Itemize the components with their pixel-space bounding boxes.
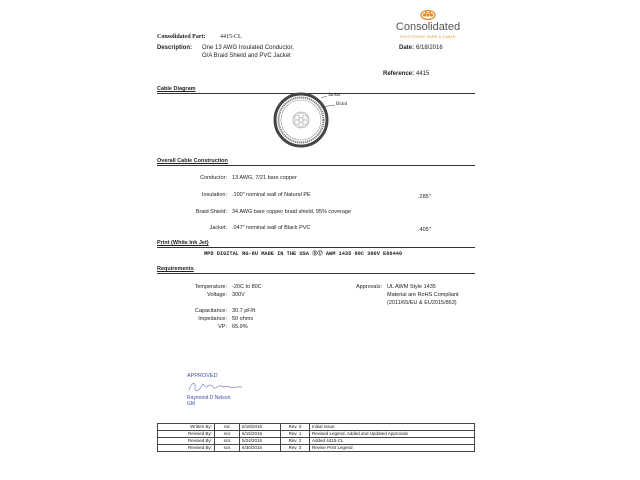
- company-logo: [389, 7, 467, 43]
- cable-diagram-title: Cable Diagram: [157, 86, 196, 92]
- conductor-value: 13 AWG, 7/21 bare copper: [232, 175, 297, 181]
- reference-label: Reference:: [383, 71, 415, 77]
- approvals-line-2: Material are RoHS Compliant: [387, 292, 459, 298]
- jacket-spec-value: .047" nominal wall of Black PVC: [232, 225, 311, 231]
- rev-by-label: Revised By:: [158, 431, 215, 438]
- capacitance-label: Capacitance:: [194, 308, 227, 314]
- description-line-1: One 13 AWG Insulated Conductor,: [202, 45, 294, 51]
- temperature-value: -20C to 80C: [232, 284, 262, 290]
- signature-icon: [186, 379, 246, 395]
- jacket-label: Jacket: [328, 93, 341, 98]
- logo-name: Consolidated: [395, 21, 461, 33]
- insulation-label: Insulation:: [201, 192, 227, 198]
- jacket-dimension: .405": [418, 227, 431, 233]
- divider: [157, 273, 475, 274]
- rev-number: Rev. 2: [281, 438, 310, 445]
- rev-note: Added 4415-CL: [310, 438, 475, 445]
- logo-tagline: ELECTRONIC WIRE & CABLE: [400, 35, 456, 39]
- approvals-label: Approvals:: [356, 284, 382, 290]
- vp-value: 65.9%: [232, 324, 248, 330]
- construction-title: Overall Cable Construction: [157, 158, 228, 164]
- rev-by-label: Written By:: [158, 424, 215, 431]
- braid-shield-value: 34 AWG bare copper braid shield, 95% coverage: [232, 209, 352, 215]
- rev-note: Revise Print Legend: [310, 445, 475, 452]
- impedance-value: 50 ohms: [232, 316, 254, 322]
- braid-label: Braid: [336, 102, 348, 107]
- rev-number: Rev. 1: [281, 431, 310, 438]
- rev-initials: scs: [215, 445, 240, 452]
- voltage-label: Voltage:: [207, 292, 227, 298]
- approved-stamp: APPROVED: [187, 373, 218, 379]
- rev-date: 6/30/2016: [240, 445, 281, 452]
- approver-title: GM: [187, 401, 196, 407]
- cable-cross-section-icon: [265, 90, 360, 150]
- table-row: [158, 424, 475, 431]
- date-value: 6/18/2016: [416, 45, 443, 51]
- rev-date: 6/18/2016: [240, 424, 281, 431]
- jacket-spec-label: Jacket:: [209, 225, 227, 231]
- insulation-dimension: .285": [418, 194, 431, 200]
- date-label: Date:: [399, 45, 415, 51]
- rev-by-label: Revised By:: [158, 445, 215, 452]
- rev-initials: scs: [215, 438, 240, 445]
- approvals-line-3: (2011/65/EU & EU2015/863): [387, 300, 457, 306]
- table-row: [158, 438, 475, 445]
- temperature-label: Temperature:: [194, 284, 227, 290]
- rev-note: Revised Legend, Added and Updated Approvals: [310, 431, 475, 438]
- divider: [157, 247, 475, 248]
- approvals-line-1: UL AWM Style 1435: [387, 284, 436, 290]
- rev-initials: rac: [215, 424, 240, 431]
- conductor-label: Conductor:: [200, 175, 227, 181]
- vp-label: VP:: [218, 324, 227, 330]
- insulation-value: .100" nominal wall of Natural PE: [232, 192, 311, 198]
- rev-number: Rev. 0: [281, 424, 310, 431]
- rev-note: Initial Issue: [310, 424, 475, 431]
- braid-shield-label: Braid Shield:: [195, 209, 227, 215]
- requirements-title: Requirements: [157, 266, 194, 272]
- print-title: Print (White Ink Jet): [157, 240, 209, 246]
- part-label: Consolidated Part:: [157, 34, 206, 40]
- impedance-label: Impedance:: [198, 316, 227, 322]
- rev-date: 5/24/2016: [240, 438, 281, 445]
- rev-by-label: Revised By:: [158, 438, 215, 445]
- revision-table: [157, 423, 475, 452]
- description-line-2: O/A Braid Shield and PVC Jacket: [202, 53, 291, 59]
- rev-number: Rev. 3: [281, 445, 310, 452]
- reference-value: 4415: [416, 71, 430, 77]
- voltage-value: 300V: [232, 292, 245, 298]
- part-number: 4415-CL: [220, 34, 242, 40]
- table-row: [158, 445, 475, 452]
- rev-initials: scs: [215, 431, 240, 438]
- approver-name: Raymond D Nelson: [187, 395, 231, 401]
- capacitance-value: 30.7 pF/ft: [232, 308, 256, 314]
- print-legend: MPD DIGITAL RG-8U MADE IN THE USA ⓇⓊ AWM 1435 80C 300V E66440: [204, 251, 403, 257]
- description-label: Description:: [157, 45, 193, 51]
- divider: [157, 165, 475, 166]
- table-row: [158, 431, 475, 438]
- rev-date: 6/15/2016: [240, 431, 281, 438]
